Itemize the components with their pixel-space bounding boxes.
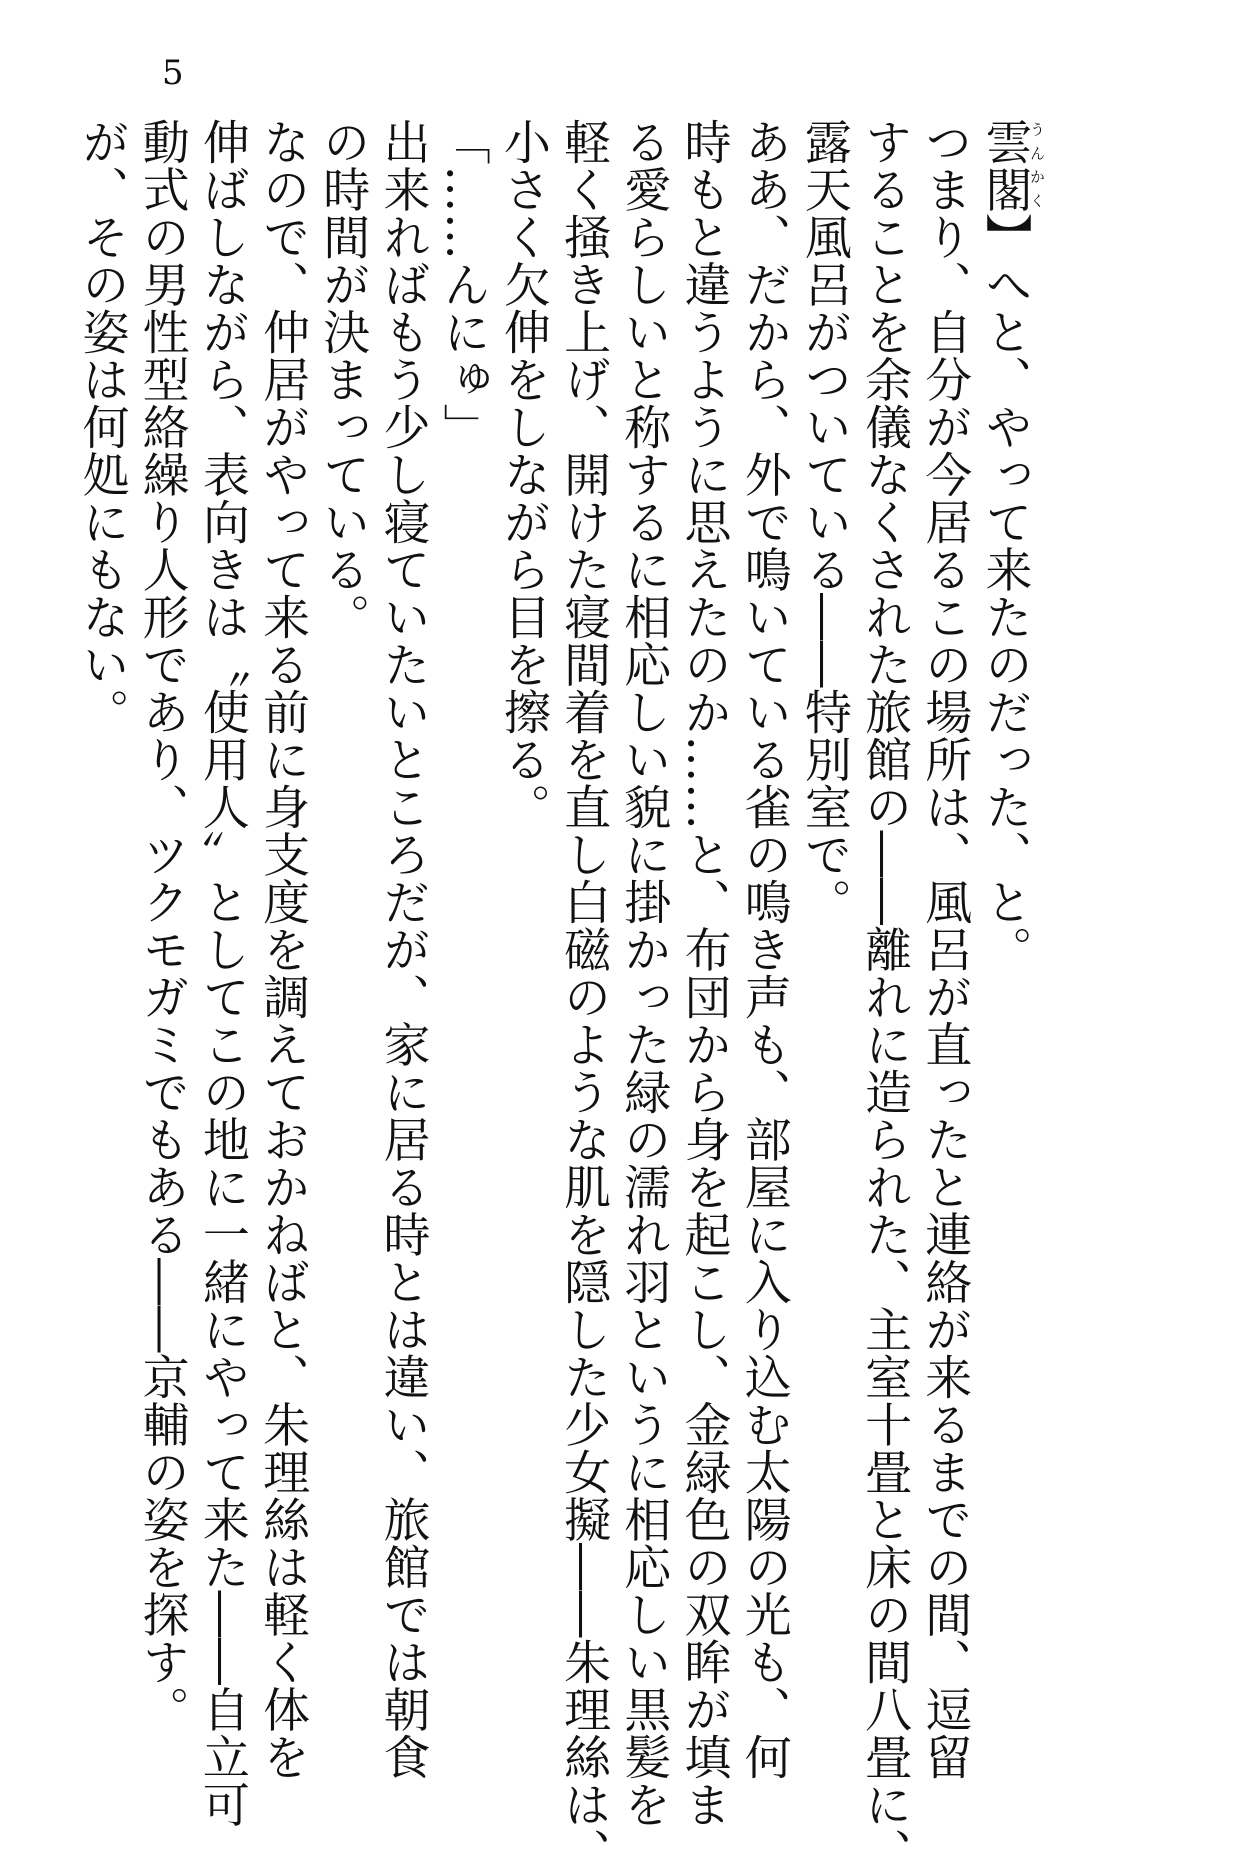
heading-word xyxy=(977,118,1046,213)
heading-reading: うんかく xyxy=(1028,118,1046,213)
text-line-1-body: へと、やって来たのだった、と。 xyxy=(977,260,1033,973)
text-line-10: 「……んにゅ」 xyxy=(435,118,491,451)
text-line-16: が、その姿は何処にもない。 xyxy=(74,118,130,736)
text-line-5: ああ、だから、外で鳴いている雀の鳴き声も、部屋に入り込む太陽の光も、何 xyxy=(736,118,792,1781)
text-line-3: することを余儀なくされた旅館の――離れに造られた、主室十畳と床の間八畳に、 xyxy=(857,118,913,1876)
page-number: 5 xyxy=(162,53,184,93)
text-line-12: の時間が決まっている。 xyxy=(315,118,371,641)
text-line-4: 露天風呂がついている――特別室で。 xyxy=(796,118,852,926)
body-text xyxy=(71,118,1046,1876)
text-line-7: る愛らしいと称するに相応しい貌に掛かった緑の濡れ羽というに相応しい黒髪を xyxy=(616,118,672,1828)
text-line-13: なので、仲居がやって来る前に身支度を調えておかねばと、朱理絲は軽く体を xyxy=(255,118,311,1781)
text-line-1 xyxy=(974,118,1045,1688)
text-line-8: 軽く掻き上げ、開けた寝間着を直し白磁のような肌を隠した少女擬――朱理絲は、 xyxy=(556,118,612,1876)
heading-bracket: 】 xyxy=(977,213,1033,261)
text-line-9: 小さく欠伸をしながら目を擦る。 xyxy=(495,118,551,831)
text-line-15: 動式の男性型絡繰り人形であり、ツクモガミでもある――京輔の姿を探す。 xyxy=(134,118,190,1733)
text-line-11: 出来ればもう少し寝ていたいところだが、家に居る時とは違い、旅館では朝食 xyxy=(375,118,431,1781)
text-line-2: つまり、自分が今居るこの場所は、風呂が直ったと連絡が来るまでの間、逗留 xyxy=(917,118,973,1781)
heading-word-text: 雲閣 xyxy=(977,118,1033,213)
text-line-6: 時もと違うように思えたのか……と、布団から身を起こし、金緑色の双眸が填ま xyxy=(676,118,732,1828)
text-line-14: 伸ばしながら、表向きは〝使用人〟としてこの地に一緒にやって来た――自立可 xyxy=(194,118,250,1828)
